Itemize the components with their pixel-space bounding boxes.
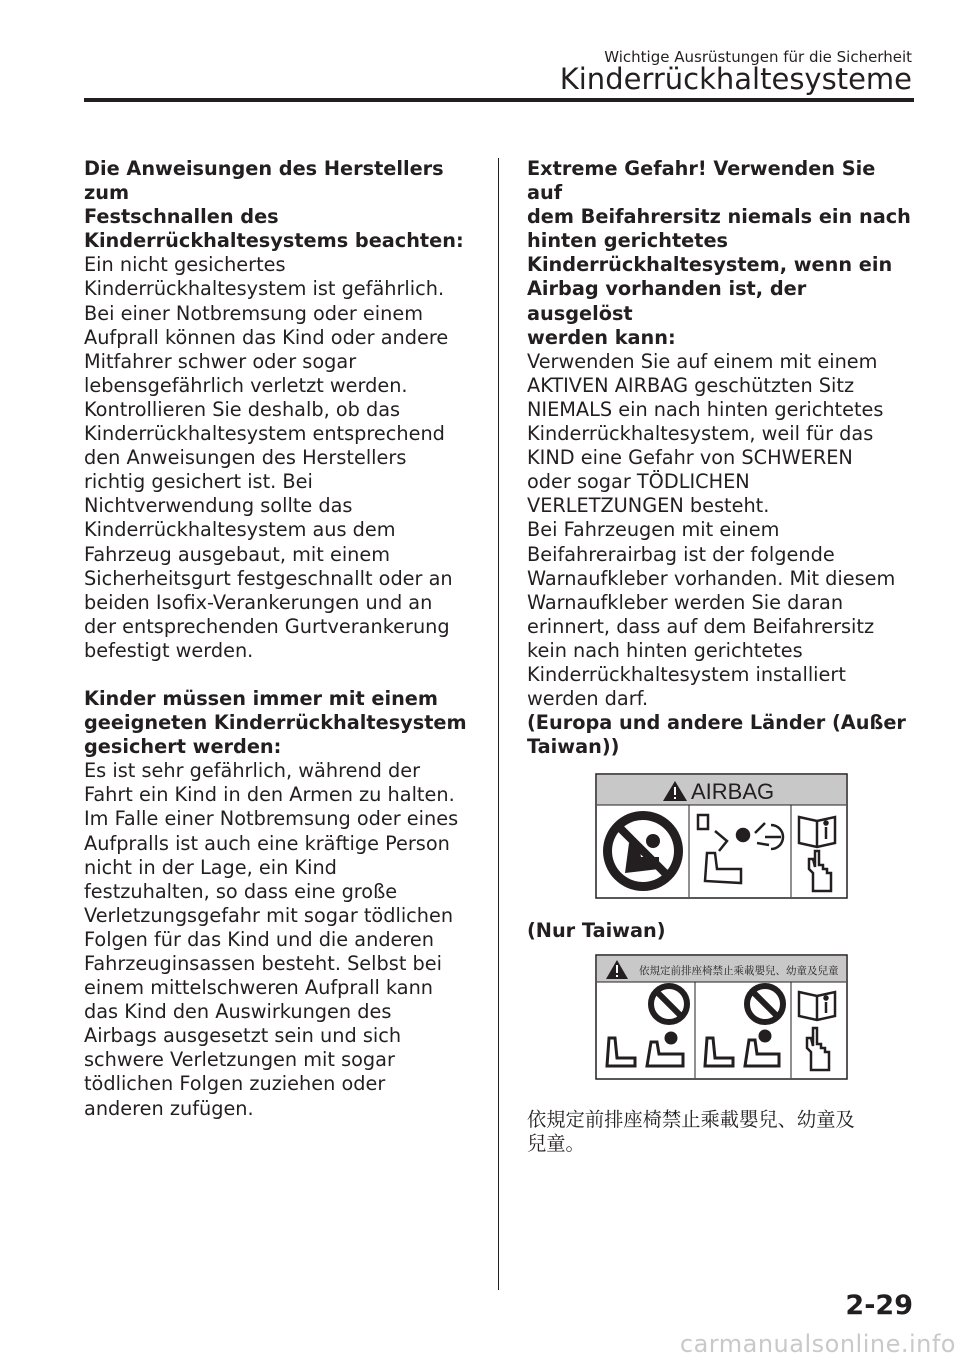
caption-taiwan: (Nur Taiwan) — [527, 919, 666, 943]
section-heading-children: Kinder müssen immer mit einem geeigneten Kinderrückhaltesystem gesichert werden: — [84, 686, 467, 759]
no-child-seat-icon — [603, 811, 683, 891]
caption-europe: (Europa und andere Länder (Außer Taiwan)) — [527, 711, 906, 759]
column-divider — [498, 158, 499, 1290]
paragraph-gap — [84, 663, 469, 687]
left-column — [84, 157, 469, 1121]
watermark: carmanualsonline.info — [679, 1330, 956, 1358]
section-body-manufacturer: Ein nicht gesichertes Kinderrückhaltesystem ist gefährlich. Bei einer Notbremsung oder einem Aufprall können das Kind oder andere Mitfahrer schwer oder sogar lebensgefährlich verletzt werden. Kontrollieren Sie deshalb, ob das Kinderrückhaltesystem entsprechend den Anweisungen des Herstellers richtig gesichert ist. Bei Nichtverwendung sollte das Kinderrückhaltesystem aus dem Fahrzeug ausgebaut, mit einem Sicherheitsgurt festgeschnallt oder an beiden Isofix-Verankerungen und an der entsprechenden Gurtverankerung befestigt werden. — [84, 253, 453, 662]
airbag-warning-label-taiwan — [595, 954, 848, 1080]
section-heading-manufacturer: Die Anweisungen des Herstellers zum Festschnallen des Kinderrückhaltesystems beachten: — [84, 157, 464, 253]
header-rule — [84, 98, 914, 102]
header-title: Kinderrückhaltesysteme — [559, 62, 912, 96]
airbag-warning-label-europe — [595, 773, 848, 899]
airbag-label-text: AIRBAG — [691, 779, 775, 805]
warning-heading: Extreme Gefahr! Verwenden Sie auf dem Beifahrersitz niemals ein nach hinten gerichtetes Kinderrückhaltesystem, wenn ein Airbag vorhanden ist, der ausgelöst werden kann: — [527, 157, 911, 349]
right-column — [527, 157, 912, 1156]
section-body-children: Es ist sehr gefährlich, während der Fahrt ein Kind in den Armen zu halten. Im Falle einer Notbremsung oder eines Aufpralls ist auch eine kräftige Person nicht in der Lage, ein Kind festzuhalten, so dass eine große Verletzungsgefahr mit sogar tödlichen Folgen für das Kind und die anderen Fahrzeuginsassen besteht. Selbst bei einem mittelschweren Aufprall kann das Kind den Auswirkungen des Airbags ausgesetzt sein und sich schwere Verletzungen mit sogar tödlichen Folgen zuziehen oder anderen zufügen. — [84, 759, 459, 1120]
taiwan-label-text: 依規定前排座椅禁止乘載嬰兒、幼童及兒童 — [639, 964, 839, 977]
header-subtitle: Wichtige Ausrüstungen für die Sicherheit — [604, 48, 912, 66]
warning-body: Verwenden Sie auf einem mit einem AKTIVEN AIRBAG geschützten Sitz NIEMALS ein nach hinten gerichtetes Kinderrückhaltesystem, weil für das KIND eine Gefahr von SCHWEREN oder sogar TÖDLICHEN VERLETZUNGEN besteht. Bei Fahrzeugen mit einem Beifahrerairbag ist der folgende Warnaufkleber vorhanden. Mit diesem Warnaufkleber werden Sie daran erinnert, dass auf dem Beifahrersitz kein nach hinten gerichtetes Kinderrückhaltesystem installiert werden darf. — [527, 349, 896, 711]
taiwan-note: 依規定前排座椅禁止乘載嬰兒、幼童及 兒童。 — [527, 1107, 855, 1155]
page-number: 2-29 — [845, 1290, 913, 1321]
